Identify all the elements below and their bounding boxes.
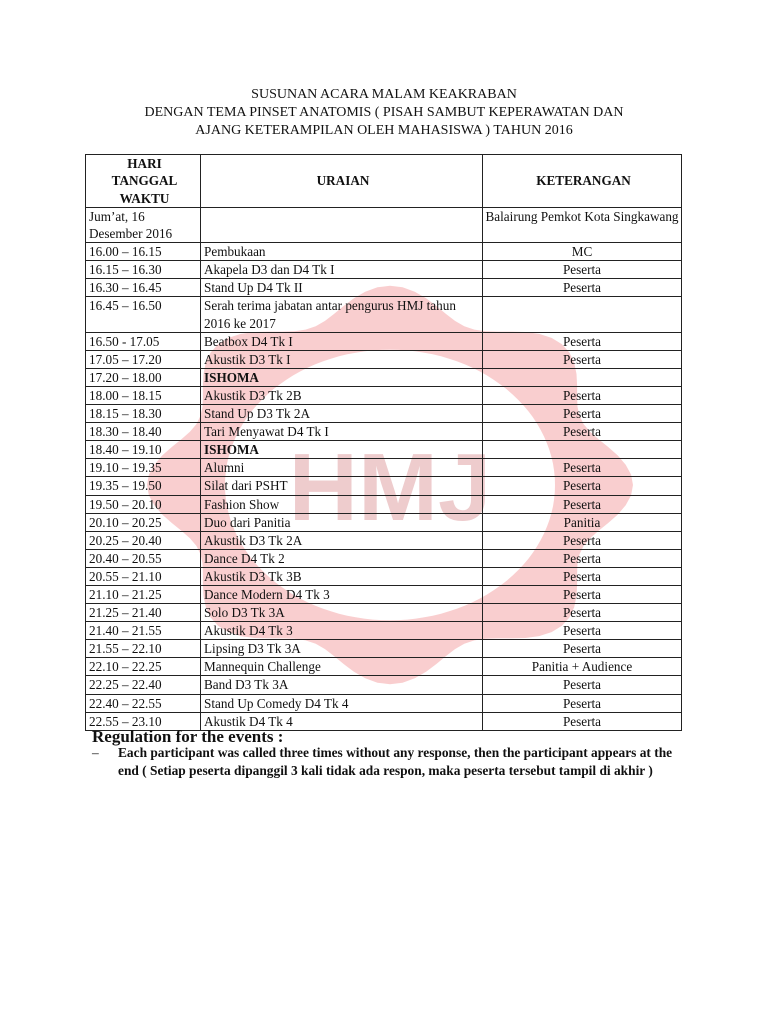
keterangan-cell: Peserta	[483, 531, 682, 549]
column-header-time-line: TANGGAL	[111, 173, 178, 189]
keterangan-cell: Peserta	[483, 622, 682, 640]
table-row	[86, 640, 682, 658]
time-cell: 21.25 – 21.40	[86, 604, 201, 622]
keterangan-cell: Peserta	[483, 459, 682, 477]
uraian-cell: Dance D4 Tk 2	[201, 549, 483, 567]
keterangan-cell: Panitia	[483, 513, 682, 531]
time-cell: Jum’at, 16 Desember 2016	[86, 208, 201, 243]
keterangan-cell: Peserta	[483, 477, 682, 495]
time-cell: 16.00 – 16.15	[86, 243, 201, 261]
keterangan-cell: Peserta	[483, 495, 682, 513]
keterangan-cell: Peserta	[483, 332, 682, 350]
time-cell: 20.40 – 20.55	[86, 549, 201, 567]
table-row	[86, 676, 682, 694]
time-cell: 22.10 – 22.25	[86, 658, 201, 676]
keterangan-cell: Peserta	[483, 712, 682, 730]
table-row	[86, 622, 682, 640]
keterangan-cell: Peserta	[483, 386, 682, 404]
uraian-cell: Akustik D4 Tk 3	[201, 622, 483, 640]
keterangan-cell: Peserta	[483, 640, 682, 658]
table-row	[86, 386, 682, 404]
table-row	[86, 405, 682, 423]
document-title	[0, 86, 768, 140]
time-cell: 18.15 – 18.30	[86, 405, 201, 423]
uraian-cell: Solo D3 Tk 3A	[201, 604, 483, 622]
uraian-cell: Beatbox D4 Tk I	[201, 332, 483, 350]
table-row	[86, 261, 682, 279]
regulation-heading: Regulation for the events :	[92, 727, 284, 746]
table-row	[86, 567, 682, 585]
regulation-list	[92, 744, 692, 780]
table-row	[86, 332, 682, 350]
time-cell: 20.25 – 20.40	[86, 531, 201, 549]
keterangan-cell: Peserta	[483, 567, 682, 585]
schedule-body	[86, 208, 682, 731]
svg-text:HMJ: HMJ	[288, 434, 492, 541]
table-row	[86, 513, 682, 531]
column-header-time	[86, 155, 201, 208]
table-row	[86, 208, 682, 243]
table-row	[86, 585, 682, 603]
table-row	[86, 459, 682, 477]
column-header-uraian: URAIAN	[201, 155, 483, 208]
time-cell: 22.25 – 22.40	[86, 676, 201, 694]
title-line-2: DENGAN TEMA PINSET ANATOMIS ( PISAH SAMBUT KEPERAWATAN DAN	[144, 105, 624, 120]
regulation-item	[92, 744, 692, 780]
keterangan-cell: Panitia + Audience	[483, 658, 682, 676]
uraian-cell: Silat dari PSHT	[201, 477, 483, 495]
uraian-cell: Mannequin Challenge	[201, 658, 483, 676]
uraian-cell: Akustik D3 Tk 2B	[201, 386, 483, 404]
schedule-table	[85, 154, 682, 731]
time-cell: 22.40 – 22.55	[86, 694, 201, 712]
uraian-cell: Dance Modern D4 Tk 3	[201, 585, 483, 603]
column-header-time-line: HARI	[127, 156, 162, 172]
keterangan-cell: Peserta	[483, 405, 682, 423]
time-cell: 19.10 – 19.35	[86, 459, 201, 477]
time-cell: 21.55 – 22.10	[86, 640, 201, 658]
table-row	[86, 549, 682, 567]
uraian-cell: Fashion Show	[201, 495, 483, 513]
uraian-cell: Pembukaan	[201, 243, 483, 261]
uraian-cell: Duo dari Panitia	[201, 513, 483, 531]
uraian-cell: Tari Menyawat D4 Tk I	[201, 423, 483, 441]
table-row	[86, 423, 682, 441]
keterangan-cell: Balairung Pemkot Kota Singkawang	[483, 208, 682, 243]
table-row	[86, 350, 682, 368]
time-cell: 19.50 – 20.10	[86, 495, 201, 513]
keterangan-cell: Peserta	[483, 350, 682, 368]
table-row	[86, 604, 682, 622]
table-row	[86, 495, 682, 513]
time-cell: 17.20 – 18.00	[86, 368, 201, 386]
keterangan-cell	[483, 441, 682, 459]
uraian-cell: Serah terima jabatan antar pengurus HMJ tahun 2016 ke 2017	[201, 297, 483, 332]
time-cell: 21.40 – 21.55	[86, 622, 201, 640]
table-row	[86, 531, 682, 549]
uraian-cell: Stand Up Comedy D4 Tk 4	[201, 694, 483, 712]
table-row	[86, 279, 682, 297]
keterangan-cell: Peserta	[483, 585, 682, 603]
keterangan-cell: Peserta	[483, 694, 682, 712]
uraian-cell: Akustik D3 Tk 2A	[201, 531, 483, 549]
keterangan-cell: Peserta	[483, 261, 682, 279]
time-cell: 17.05 – 17.20	[86, 350, 201, 368]
table-row	[86, 297, 682, 332]
uraian-cell: Stand Up D4 Tk II	[201, 279, 483, 297]
uraian-cell: Alumni	[201, 459, 483, 477]
time-cell: 19.35 – 19.50	[86, 477, 201, 495]
uraian-cell: Stand Up D3 Tk 2A	[201, 405, 483, 423]
uraian-cell: Akustik D4 Tk 4	[201, 712, 483, 730]
table-row	[86, 658, 682, 676]
keterangan-cell: Peserta	[483, 549, 682, 567]
uraian-cell: Band D3 Tk 3A	[201, 676, 483, 694]
uraian-cell: Akustik D3 Tk I	[201, 350, 483, 368]
keterangan-cell	[483, 297, 682, 332]
time-cell: 20.10 – 20.25	[86, 513, 201, 531]
uraian-cell: Akapela D3 dan D4 Tk I	[201, 261, 483, 279]
table-row	[86, 243, 682, 261]
regulation-text: Each participant was called three times without any response, then the participant appears at the end ( Setiap peserta dipanggil 3 kali tidak ada respon, maka peserta tersebut tampil di akhir )	[118, 745, 673, 778]
uraian-cell: Akustik D3 Tk 3B	[201, 567, 483, 585]
time-cell: 18.30 – 18.40	[86, 423, 201, 441]
column-header-time-line: WAKTU	[119, 190, 170, 206]
table-row	[86, 694, 682, 712]
time-cell: 16.15 – 16.30	[86, 261, 201, 279]
keterangan-cell: Peserta	[483, 279, 682, 297]
time-cell: 16.50 - 17.05	[86, 332, 201, 350]
bullet-dash: –	[92, 745, 99, 760]
keterangan-cell	[483, 368, 682, 386]
table-row	[86, 368, 682, 386]
table-header-row	[86, 155, 682, 208]
table-row	[86, 477, 682, 495]
keterangan-cell: Peserta	[483, 676, 682, 694]
table-row	[86, 441, 682, 459]
title-line-3: AJANG KETERAMPILAN OLEH MAHASISWA ) TAHUN 2016	[195, 123, 573, 138]
time-cell: 16.45 – 16.50	[86, 297, 201, 332]
keterangan-cell: Peserta	[483, 423, 682, 441]
time-cell: 18.40 – 19.10	[86, 441, 201, 459]
uraian-cell: Lipsing D3 Tk 3A	[201, 640, 483, 658]
title-line-1: SUSUNAN ACARA MALAM KEAKRABAN	[251, 87, 517, 102]
keterangan-cell: MC	[483, 243, 682, 261]
uraian-cell: ISHOMA	[201, 368, 483, 386]
time-cell: 18.00 – 18.15	[86, 386, 201, 404]
time-cell: 16.30 – 16.45	[86, 279, 201, 297]
time-cell: 22.55 – 23.10	[86, 712, 201, 730]
uraian-cell	[201, 208, 483, 243]
time-cell: 21.10 – 21.25	[86, 585, 201, 603]
uraian-cell: ISHOMA	[201, 441, 483, 459]
time-cell: 20.55 – 21.10	[86, 567, 201, 585]
column-header-keterangan: KETERANGAN	[483, 155, 682, 208]
keterangan-cell: Peserta	[483, 604, 682, 622]
